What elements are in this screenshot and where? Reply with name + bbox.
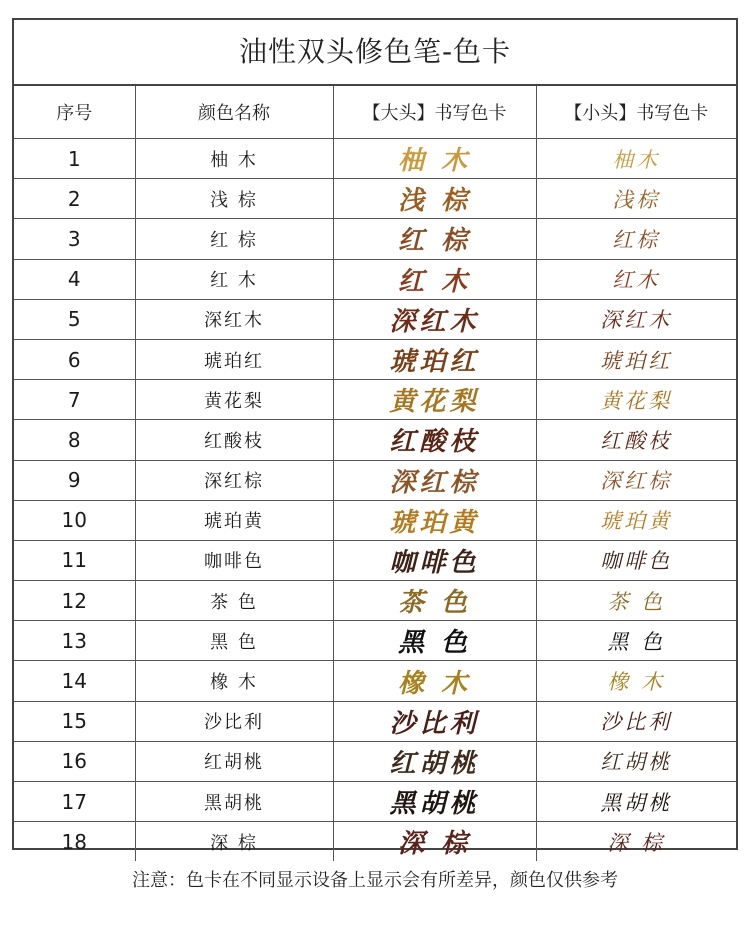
small-tip-sample: 黑 色 [536,621,736,661]
table-row [14,701,736,741]
small-tip-sample: 红棕 [536,219,736,259]
big-tip-sample: 咖啡色 [333,540,536,580]
small-tip-sample: 红酸枝 [536,420,736,460]
row-number: 15 [14,701,135,741]
row-number: 17 [14,782,135,822]
row-number: 12 [14,581,135,621]
table-row [14,380,736,420]
big-tip-sample: 沙比利 [333,701,536,741]
big-tip-sample: 黑胡桃 [333,782,536,822]
big-tip-sample: 柚 木 [333,139,536,179]
color-name: 琥珀红 [135,339,333,379]
table-row [14,219,736,259]
color-name: 黑胡桃 [135,782,333,822]
color-card-sheet [12,18,738,860]
row-number: 2 [14,179,135,219]
small-tip-sample: 深红棕 [536,460,736,500]
big-tip-sample: 黑 色 [333,621,536,661]
row-number: 7 [14,380,135,420]
big-tip-sample: 红胡桃 [333,741,536,781]
table-row [14,500,736,540]
color-name: 沙比利 [135,701,333,741]
table-row [14,822,736,862]
table-row [14,339,736,379]
small-tip-sample: 红胡桃 [536,741,736,781]
big-tip-sample: 琥珀黄 [333,500,536,540]
table-header-row [14,86,736,139]
table-row [14,661,736,701]
color-name: 浅 棕 [135,179,333,219]
table-row [14,540,736,580]
color-name: 红 棕 [135,219,333,259]
header-big-tip: 【大头】书写色卡 [333,86,536,139]
row-number: 10 [14,500,135,540]
color-name: 柚 木 [135,139,333,179]
header-color-name: 颜色名称 [135,86,333,139]
small-tip-sample: 柚木 [536,139,736,179]
small-tip-sample: 黑胡桃 [536,782,736,822]
row-number: 4 [14,259,135,299]
color-name: 橡 木 [135,661,333,701]
small-tip-sample: 浅棕 [536,179,736,219]
small-tip-sample: 深红木 [536,299,736,339]
color-name: 红 木 [135,259,333,299]
color-name: 黑 色 [135,621,333,661]
big-tip-sample: 茶 色 [333,581,536,621]
small-tip-sample: 茶 色 [536,581,736,621]
row-number: 5 [14,299,135,339]
color-name: 深红木 [135,299,333,339]
table-row [14,621,736,661]
small-tip-sample: 琥珀黄 [536,500,736,540]
table-row [14,741,736,781]
color-name: 茶 色 [135,581,333,621]
big-tip-sample: 红 棕 [333,219,536,259]
row-number: 6 [14,339,135,379]
big-tip-sample: 浅 棕 [333,179,536,219]
row-number: 14 [14,661,135,701]
big-tip-sample: 红酸枝 [333,420,536,460]
color-name: 深 棕 [135,822,333,862]
table-row [14,299,736,339]
color-name: 红酸枝 [135,420,333,460]
big-tip-sample: 深红木 [333,299,536,339]
header-small-tip: 【小头】书写色卡 [536,86,736,139]
big-tip-sample: 红 木 [333,259,536,299]
big-tip-sample: 深 棕 [333,822,536,862]
row-number: 9 [14,460,135,500]
small-tip-sample: 橡 木 [536,661,736,701]
table-row [14,259,736,299]
table-row [14,581,736,621]
row-number: 16 [14,741,135,781]
color-name: 咖啡色 [135,540,333,580]
table-row [14,179,736,219]
row-number: 11 [14,540,135,580]
small-tip-sample: 琥珀红 [536,339,736,379]
color-name: 琥珀黄 [135,500,333,540]
big-tip-sample: 深红棕 [333,460,536,500]
table-row [14,460,736,500]
color-name: 红胡桃 [135,741,333,781]
small-tip-sample: 黄花梨 [536,380,736,420]
color-name: 深红棕 [135,460,333,500]
small-tip-sample: 红木 [536,259,736,299]
big-tip-sample: 琥珀红 [333,339,536,379]
row-number: 3 [14,219,135,259]
color-table [14,86,736,861]
small-tip-sample: 沙比利 [536,701,736,741]
header-number: 序号 [14,86,135,139]
big-tip-sample: 橡 木 [333,661,536,701]
page-title: 油性双头修色笔-色卡 [14,20,736,86]
table-row [14,782,736,822]
row-number: 8 [14,420,135,460]
row-number: 13 [14,621,135,661]
footer-note: 注意：色卡在不同显示设备上显示会有所差异，颜色仅供参考 [132,870,618,891]
row-number: 1 [14,139,135,179]
table-body [14,139,736,862]
color-name: 黄花梨 [135,380,333,420]
small-tip-sample: 深 棕 [607,830,666,855]
table-row [14,139,736,179]
row-number: 18 [14,822,135,862]
table-row [14,420,736,460]
big-tip-sample: 黄花梨 [333,380,536,420]
small-tip-sample: 咖啡色 [536,540,736,580]
